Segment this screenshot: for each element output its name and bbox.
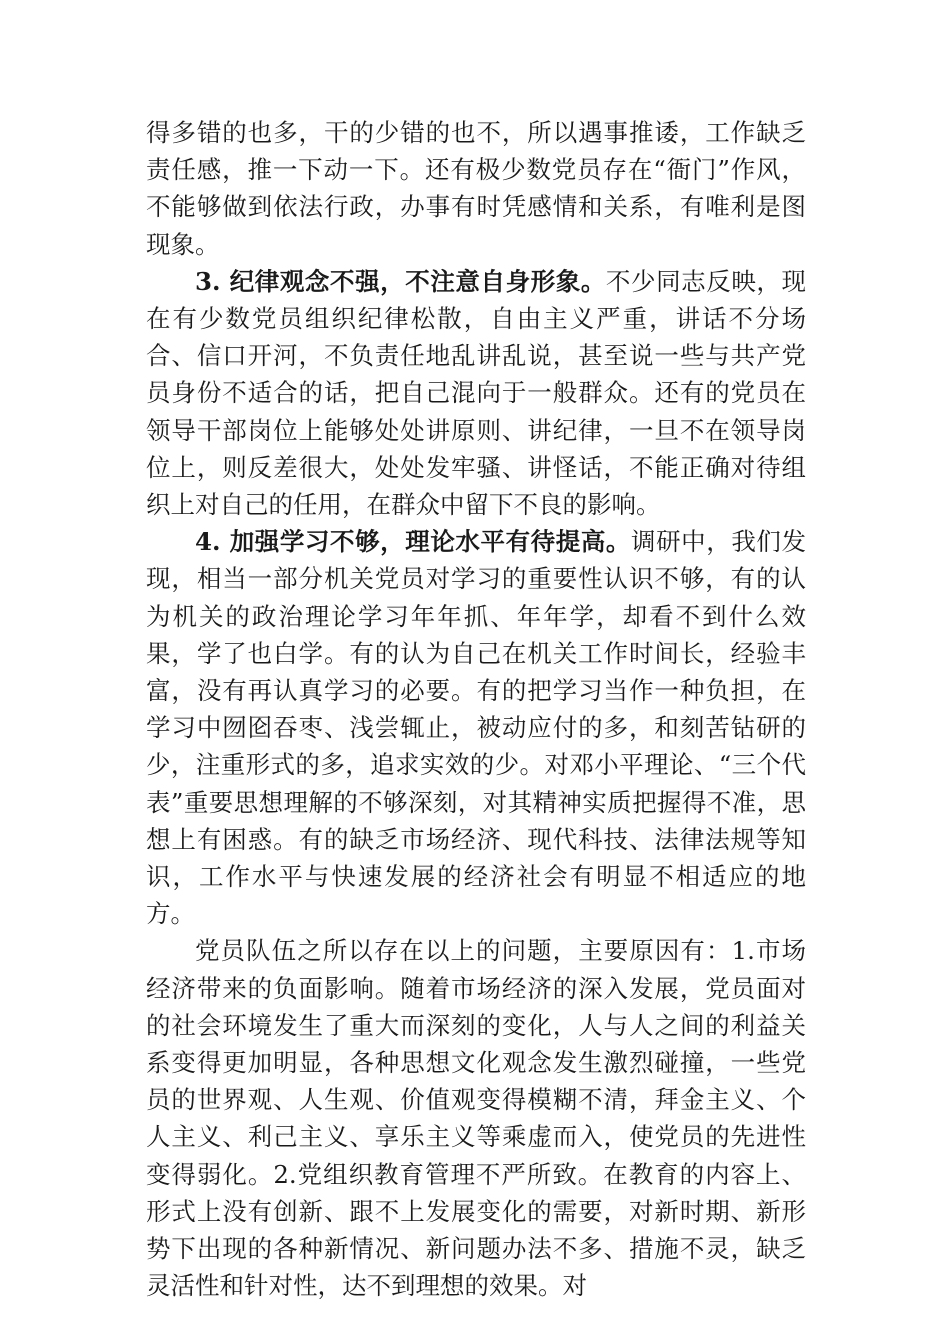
paragraph-body: 党员队伍之所以存在以上的问题，主要原因有：1.市场经济带来的负面影响。随着市场经济的深入发展，党员面对的社会环境发生了重大而深刻的变化，人与人之间的利益关系变得更加明显，各种思想文化观念发生激烈碰撞，一些党员的世界观、人生观、价值观变得模糊不清，拜金主义、个人主义、利己主义、享乐主义等乘虚而入，使党员的先进性变得弱化。2.党组织教育管理不严所致。在教育的内容上、形式上没有创新、跟不上发展变化的需要，对新时期、新形势下出现的各种新情况、新问题办法不多、措施不灵，缺乏灵活性和针对性，达不到理想的效果。对 xyxy=(146,936,806,1301)
paragraph-heading: 3. 纪律观念不强，不注意自身形象。 xyxy=(195,266,606,296)
paragraph-body: 调研中，我们发现，相当一部分机关党员对学习的重要性认识不够，有的认为机关的政治理论学习年年抓、年年学，却看不到什么效果，学了也白学。有的认为自己在机关工作时间长，经验丰富，没有再认真学习的必要。有的把学习当作一种负担，在学习中囫囵吞枣、浅尝辄止，被动应付的多，和刻苦钻研的少，注重形式的多，追求实效的少。对邓小平理论、“三个代表”重要思想理解的不够深刻，对其精神实质把握得不准，思想上有困惑。有的缺乏市场经济、现代科技、法律法规等知识，工作水平与快速发展的经济社会有明显不相适应的地方。 xyxy=(146,527,807,929)
paragraph-body: 得多错的也多，干的少错的也不，所以遇事推诿，工作缺乏责任感，推一下动一下。还有极少数党员存在“衙门”作风，不能够做到依法行政，办事有时凭感情和关系，有唯利是图现象。 xyxy=(146,118,806,259)
paragraph-continuation xyxy=(146,114,806,263)
paragraph-causes xyxy=(146,932,806,1304)
paragraph-heading: 4. 加强学习不够，理论水平有待提高。 xyxy=(195,527,632,557)
document-page xyxy=(146,114,806,1305)
paragraph-point-3 xyxy=(146,263,806,523)
paragraph-point-4 xyxy=(146,523,806,932)
paragraph-body: 不少同志反映，现在有少数党员组织纪律松散，自由主义严重，讲话不分场合、信口开河，不负责任地乱讲乱说，甚至说一些与共产党员身份不适合的话，把自己混向于一般群众。还有的党员在领导干部岗位上能够处处讲原则、讲纪律，一旦不在领导岗位上，则反差很大，处处发牢骚、讲怪话，不能正确对待组织上对自己的任用，在群众中留下不良的影响。 xyxy=(146,266,806,520)
